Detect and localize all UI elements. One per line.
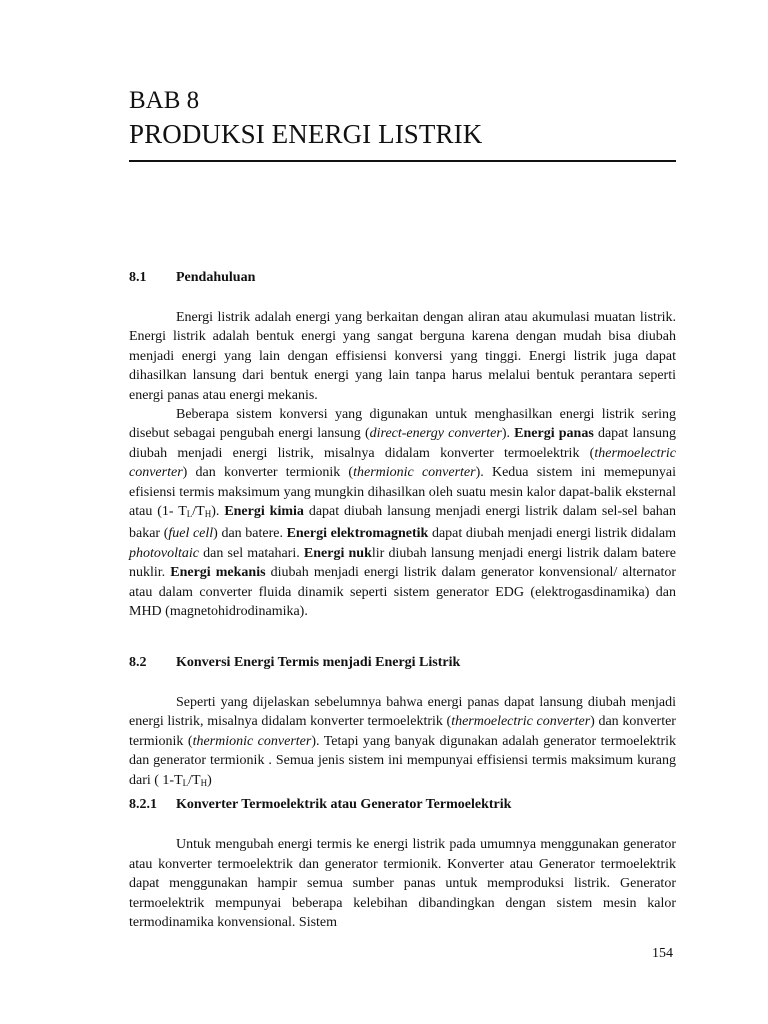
italic-term: photovoltaic — [129, 545, 199, 561]
subscript: H — [204, 509, 212, 520]
bold-term: Energi nuk — [303, 545, 372, 561]
section-number: 8.2.1 — [129, 797, 157, 812]
text-run: ) dan konverter termionik ( — [182, 465, 354, 481]
paragraph: Untuk mengubah energi termis ke energi listrik pada umumnya menggunakan generator atau konverter termoelektrik dan generator termionik. Konverter atau Generator termoelektrik dapat menggunakan hampir semua sumber panas untuk memproduksi listrik. Generator termoelektrik mempunyai beberapa kelebihan dibandingkan dengan sistem mesin kalor termodinamika konvensional. Sistem — [129, 837, 676, 931]
bold-term: Energi panas — [514, 426, 594, 442]
text-run: /T — [192, 504, 205, 520]
italic-term: direct-energy converter — [369, 426, 502, 442]
page-number: 154 — [652, 946, 673, 961]
text-run: lir diubah lansung menjadi energi listrik dalam batere nuklir. — [129, 545, 676, 581]
section-8-1-body — [129, 308, 676, 622]
section-heading-8-2 — [129, 655, 460, 671]
text-run: dan sel matahari. — [199, 545, 304, 561]
section-number: 8.2 — [129, 655, 147, 670]
paragraph — [129, 693, 676, 793]
chapter-label: BAB 8 — [129, 87, 200, 114]
section-title: Konverter Termoelektrik atau Generator Termoelektrik — [176, 797, 512, 812]
text-run: dapat diubah menjadi energi listrik didalam — [428, 526, 676, 542]
title-rule — [129, 160, 676, 162]
text-run: /T — [188, 772, 201, 788]
paragraph: Energi listrik adalah energi yang berkaitan dengan aliran atau akumulasi muatan listrik. Energi listrik adalah bentuk energi yang sangat berguna karena dengan mudah bisa diubah menjadi energi yang lain dengan effisiensi konversi yang tinggi. Energi listrik juga dapat dihasilkan lansung dari bentuk energi yang lain tanpa harus melalui bentuk perantara seperti energi panas atau energi mekanis. — [129, 310, 676, 403]
italic-term: thermoelectric converter — [451, 714, 591, 730]
italic-term: thermionic converter — [192, 733, 312, 749]
text-run: ) dan konverter termionik ( — [129, 714, 676, 749]
section-heading-8-1 — [129, 270, 255, 286]
italic-term: thermionic converter — [353, 465, 476, 481]
subscript: H — [200, 777, 208, 788]
bold-term: Energi kimia — [224, 504, 304, 520]
text-run: ). — [211, 504, 225, 520]
section-8-2-1-body — [129, 835, 676, 933]
section-title: Pendahuluan — [176, 270, 256, 285]
subscript: L — [186, 509, 193, 520]
chapter-title: PRODUKSI ENERGI LISTRIK — [129, 119, 483, 149]
paragraph — [129, 405, 676, 621]
bold-term: Energi elektromagnetik — [286, 526, 429, 542]
text-run: ) dan batere. — [213, 526, 287, 542]
bold-term: Energi mekanis — [170, 565, 266, 581]
subscript: L — [182, 777, 189, 788]
italic-term: thermoelectric converter — [129, 445, 676, 481]
text-run: ). Tetapi yang banyak digunakan adalah generator termoelektrik dan generator termionik . Semua jenis sistem ini mempunyai effisiensi termis maksimum kurang dari ( 1-T — [129, 733, 676, 788]
text-run: dapat diubah lansung menjadi energi listrik dalam sel-sel bahan bakar ( — [129, 504, 676, 542]
text-run: dapat lansung diubah menjadi energi listrik, misalnya didalam konverter termoelektrik ( — [129, 426, 677, 461]
section-heading-8-2-1 — [129, 797, 511, 813]
italic-term: fuel cell — [168, 526, 214, 542]
text-run: ). — [501, 426, 515, 442]
section-title: Konversi Energi Termis menjadi Energi Listrik — [176, 655, 461, 670]
text-run: diubah menjadi energi listrik dalam generator konvensional/ alternator atau dalam converter fluida dinamik seperti sistem generator EDG (elektrogasdinamika) dan MHD (magnetohidrodinamika). — [129, 565, 677, 620]
section-8-2-body — [129, 693, 676, 793]
text-run: Seperti yang dijelaskan sebelumnya bahwa energi panas dapat lansung diubah menjadi energi listrik, misalnya didalam konverter termoelektrik ( — [129, 695, 676, 730]
text-run: ) — [207, 772, 212, 788]
text-run: ). Kedua sistem ini memepunyai efisiensi termis maksimum yang mungkin dihasilkan oleh suatu mesin kalor dapat-balik eksternal atau (1- T — [129, 465, 676, 520]
section-number: 8.1 — [129, 270, 147, 285]
text-run: Beberapa sistem konversi yang digunakan untuk menghasilkan energi listrik sering disebut sebagai pengubah energi lansung ( — [129, 407, 676, 442]
